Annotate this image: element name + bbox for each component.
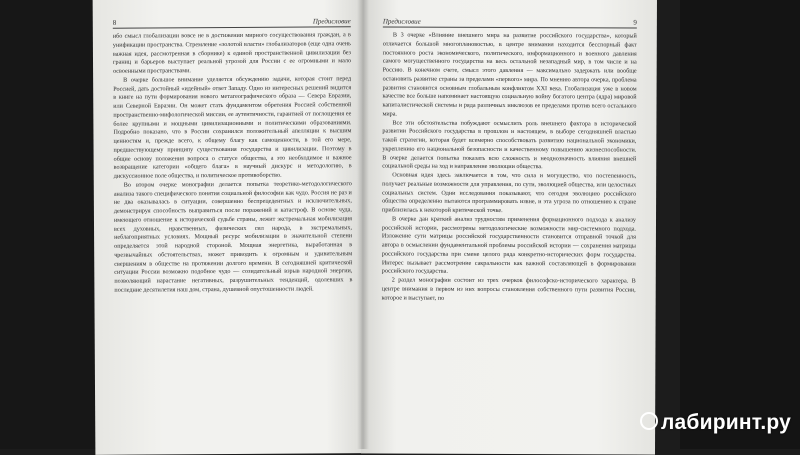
right-running-title: Предисловие xyxy=(382,17,421,26)
right-paragraph-1: В 3 очерке «Влияние внешнего мира на развитие российского государства», который отличается большой многоплановостью, в центре внимания находится бесспорный факт постоянного роста экономического, политического, информационного и военного давления самого могущественного государства на весь остальной незападный мир, в том числе и на Россию. В конечном счете, смысл этого давления — максимально задержать или вообще остановить развитие страны за пределами «первого» мира. По мнению автора очерка, проблема развития становится основным глобальным конфликтом XXI века. Глобализация уже в новом качестве все больше напоминает настоящую социальную войну богатого центра (ядра) мировой капиталистической системы и ряда различных инклюзов ее пределами против всего остального мира. xyxy=(382,32,637,118)
left-page xyxy=(93,0,368,455)
right-page xyxy=(361,0,657,455)
labirint-logo-icon xyxy=(640,412,658,430)
watermark xyxy=(640,411,791,435)
book-spine-shadow xyxy=(357,0,369,449)
left-paragraph-1: ибо смысл глобализации вовсе не в достижении мирного сосуществования граждан, а в унификации пространства. Стремление «золотой власти» глобализаторов (еще одна очень важная идея, рассмотренная в сборнике) к единой пространственной цивилизации без границ и барьеров выступает реальной угрозой для России с ее огромными и мало освоенными пространствами. xyxy=(112,32,352,75)
right-paragraph-2: Все эти обстоятельства побуждают осмыслить роль внешнего фактора в исторической развитии Российского государства в прошлом и настоящем, в выборе сегодняшней властью такой стратегии, которая будет всемерно способствовать развитию национальной экономики, укреплению его национальной безопасности и качественному повышению жизнеспособности. В очерке делается попытка показать всю сложность и неоднозначность влияния внешней социальной среды на ход и направление эволюции общества. xyxy=(382,119,637,171)
left-page-header xyxy=(113,17,351,28)
background-right xyxy=(680,0,800,449)
watermark-text: лабиринт.ру xyxy=(661,411,792,434)
right-page-header xyxy=(383,17,637,28)
right-paragraph-3: Основная идея здесь заключается в том, что сила и могущество, что постепенность, получает реальные возможности для управления, по сути, эволюцией общества, или целостных социальных систем. Одни исследования показывают, что сегодня эволюцию российского общества определенно пытаются программировать извне, и эта угроза по отношению к стране приблизилась к некоторой критической точке. xyxy=(382,172,637,214)
left-paragraph-3: Во втором очерке монографии делается попытка теоретико-методологического анализа такого специфического понятия социальной философии как чудо. Россия не раз и не два оказывалась в ситуации, совершенно беспрецедентных и исключительных, демонстрируя способность выправиться после поражений и катастроф. В основе чуда, имеющего отношение к исторической судьбе страны, лежит экстремальная мобилизация всех духовных, нравственных, физических сил народа, в экстремальных, неблагоприятных условиях. Мощный ресурс мобилизации в значительной степени определяется этой народной стороной. Мощная энергетика, выработанная в чрезвычайных обстоятельствах, может приводить к огромным и удивительным свершениям в обществе на протяжении долгого времени. В сегодняшней критической ситуации России возможно подобное чудо — созидательный взрыв народной энергии, позволяющий нарастание негативных, разрушительных тенденций, одолевших в последние десятилетия наш дом, страна, душевной опустошенности людей. xyxy=(113,181,353,294)
right-paragraph-4: В очерке дан краткий анализ трудностям применения формационного подхода к анализу российской истории, рассмотрены методологические возможности мир-системного подхода. Изложение сути матрицы российской государственности становится отправной точкой для автора в осмыслении фундаментальной проблемы российской истории — сохранения матрицы российского государства при смене целого ряда конкретно-исторических форм государства. Интерес вызывает рассмотрение сакральности как важной составляющей в формировании российского государства. xyxy=(381,216,637,275)
left-page-number: 8 xyxy=(112,18,117,27)
left-paragraph-2: В очерке большое внимание уделяется обсуждению задачи, которая стоит перед Россией, дать достойный «идейный» ответ Западу. Одно из интересных решений видится в книге на пути формирования нового метагеографического образа — Севера Евразии, или Северной Евразии. Он может стать фундаментом обретения Россией собственной пространственно-мифологической миссии, ее аутентичности, гарантией от поглощения ее более крупными и мощными цивилизационными и политическими образованиями. Подробно показано, что в России сохранился положительный апелляции к высшим ценностям и, прежде всего, к общему благу как самоценности, в той его мере, предшествующему принципу существования государства и цивилизации. Поэтому в общие основу положения вопроса о статусе общества, а это необходимое и важное возвращение категории «общего блага» в научный дискурс и методологию, в дискуссионное поле общества, и политическое противоборство. xyxy=(113,76,352,180)
left-running-title: Предисловие xyxy=(312,17,351,26)
right-page-number: 9 xyxy=(633,18,637,27)
right-paragraph-5: 2 раздел монографии состоит из трех очерков философско-исторического характера. В центре внимания в первом из них вопросы становления собственного пути развития России, которое и выступает, по xyxy=(381,277,636,302)
background-left xyxy=(0,0,100,449)
